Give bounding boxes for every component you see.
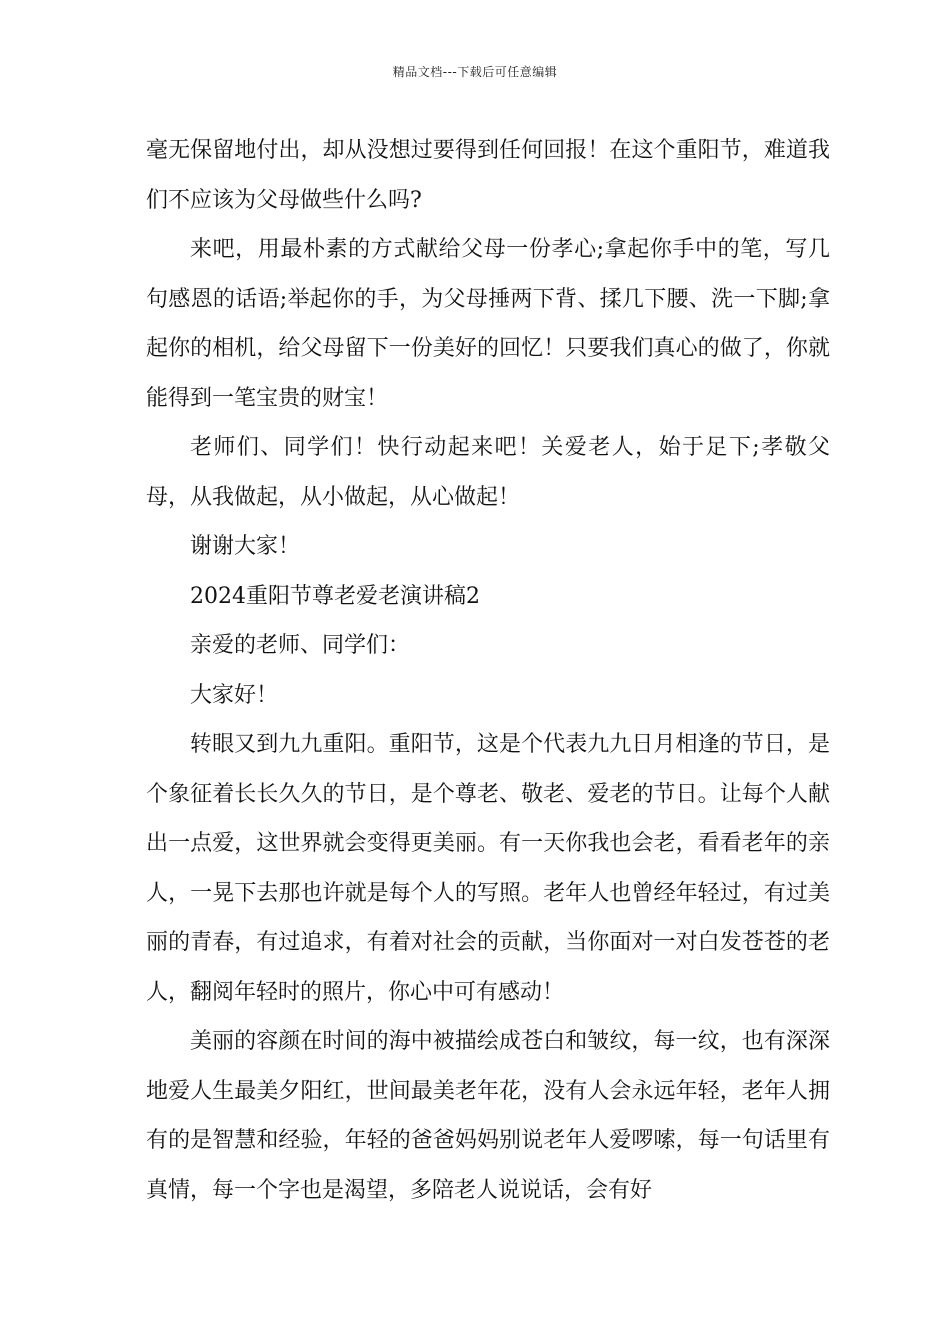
paragraph: 美丽的容颜在时间的海中被描绘成苍白和皱纹，每一纹，也有深深地爱人生最美夕阳红，世间最美老年花，没有人会永远年轻，老年人拥有的是智慧和经验，年轻的爸爸妈妈别说老年人爱啰嗦，每一句话里有真情，每一个字也是渴望，多陪老人说说话，会有好 [146, 1029, 830, 1203]
paragraph: 来吧，用最朴素的方式献给父母一份孝心;拿起你手中的笔，写几句感恩的话语;举起你的手，为父母捶两下背、揉几下腰、洗一下脚;拿起你的相机，给父母留下一份美好的回忆！只要我们真心的做了，你就能得到一笔宝贵的财宝！ [146, 237, 830, 411]
section-title: 2024重阳节尊老爱老演讲稿2 [190, 583, 480, 609]
paragraph: 毫无保留地付出，却从没想过要得到任何回报！在这个重阳节，难道我们不应该为父母做些什么吗? [146, 138, 830, 213]
page-header: 精品文档---下载后可任意编辑 [392, 65, 558, 79]
paragraph: 转眼又到九九重阳。重阳节，这是个代表九九日月相逢的节日，是个象征着长长久久的节日，是个尊老、敬老、爱老的节日。让每个人献出一点爱，这世界就会变得更美丽。有一天你我也会老，看看老年的亲人，一晃下去那也许就是每个人的写照。老年人也曾经年轻过，有过美丽的青春，有过追求，有着对社会的贡献，当你面对一对白发苍苍的老人，翻阅年轻时的照片，你心中可有感动！ [146, 732, 830, 1005]
paragraph: 老师们、同学们！快行动起来吧！关爱老人，始于足下;孝敬父母，从我做起，从小做起，从心做起！ [146, 435, 830, 510]
greeting: 大家好！ [190, 682, 279, 708]
closing-line: 谢谢大家！ [190, 534, 301, 559]
salutation: 亲爱的老师、同学们： [190, 633, 411, 658]
document-body [146, 126, 830, 1215]
